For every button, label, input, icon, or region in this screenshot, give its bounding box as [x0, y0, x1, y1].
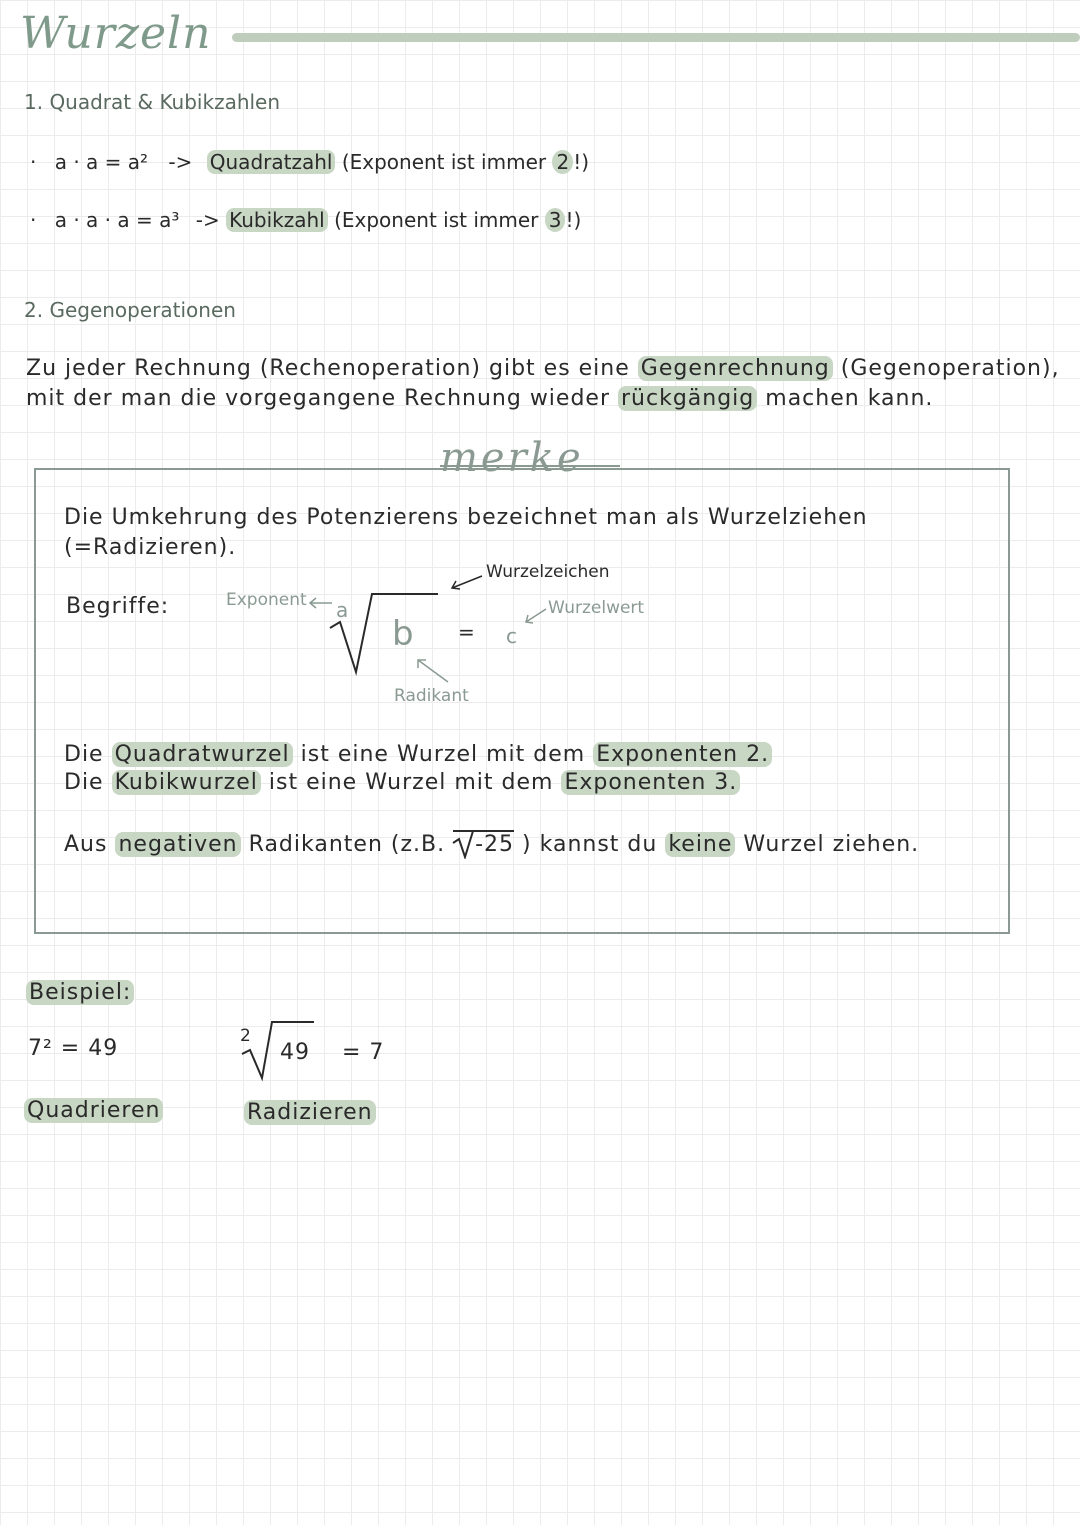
gegenrechnung-term: Gegenrechnung [638, 356, 833, 381]
title-underline [232, 33, 1080, 42]
text: machen kann. [765, 386, 934, 411]
text: ist eine Wurzel mit dem [300, 742, 586, 767]
kubikwurzel-term: Kubikwurzel [112, 770, 261, 795]
kubikzahl-term: Kubikzahl [226, 208, 328, 232]
root-result: = 7 [342, 1040, 385, 1065]
negativen-term: negativen [115, 832, 240, 857]
note-post: !) [573, 150, 590, 174]
text: Radikanten (z.B. [248, 832, 446, 857]
rueckgaengig-term: rückgängig [618, 386, 757, 411]
beispiel-term: Beispiel: [26, 980, 134, 1005]
root-value-c: c [506, 624, 517, 648]
wurzelzeichen-label: Wurzelzeichen [486, 562, 610, 582]
text: Die [64, 742, 104, 767]
arrow: -> [195, 208, 220, 232]
wurzelwert-label: Wurzelwert [548, 598, 645, 618]
definition-line1: Die Umkehrung des Potenzierens bezeichnet man als Wurzelziehen [64, 505, 868, 530]
kubikzahl-line [30, 208, 581, 232]
quadrieren-label [24, 1098, 163, 1123]
text: Wurzel ziehen. [743, 832, 920, 857]
formula: a · a · a = a³ [54, 208, 180, 232]
begriffe-label: Begriffe: [66, 594, 170, 619]
negative-radikant-line [64, 830, 919, 858]
quadratwurzel-line [64, 742, 772, 767]
quadrieren-term: Quadrieren [24, 1098, 163, 1123]
kubikwurzel-line [64, 770, 740, 795]
exponent-2-term: Exponenten 2. [593, 742, 772, 767]
quadratwurzel-term: Quadratwurzel [112, 742, 293, 767]
section2-paragraph-line1 [26, 356, 1060, 381]
text: Zu jeder Rechnung (Rechenoperation) gibt es eine [26, 356, 630, 381]
radicand-b: b [392, 614, 414, 654]
note-pre: (Exponent ist immer [334, 208, 539, 232]
text: Aus [64, 832, 108, 857]
text: ) kannst du [522, 832, 658, 857]
index-a: a [336, 598, 349, 622]
definition-line2: (=Radizieren). [64, 535, 237, 560]
exponent-3-term: Exponenten 3. [561, 770, 740, 795]
root-index: 2 [240, 1026, 251, 1046]
radizieren-label [244, 1100, 376, 1125]
merke-label: merke [440, 435, 584, 481]
exponent-label: Exponent [226, 590, 307, 610]
arrow-icon [412, 656, 452, 686]
text: Die [64, 770, 104, 795]
negative-radicand: -25 [475, 832, 515, 857]
radikant-label: Radikant [394, 686, 469, 706]
root-radicand: 49 [280, 1040, 310, 1065]
square-equation: 7² = 49 [28, 1036, 119, 1061]
arrow-icon [522, 606, 548, 626]
keine-term: keine [665, 832, 735, 857]
bullet: · [30, 150, 37, 174]
note-post: !) [565, 208, 582, 232]
text: (Gegenoperation), [840, 356, 1060, 381]
arrow: -> [168, 150, 193, 174]
page-title: Wurzeln [20, 8, 212, 59]
section2-paragraph-line2 [26, 386, 933, 411]
text: mit der man die vorgegangene Rechnung wieder [26, 386, 610, 411]
exponent-value: 2 [552, 150, 573, 174]
arrow-icon [448, 572, 484, 592]
note-pre: (Exponent ist immer [341, 150, 547, 174]
section2-heading: 2. Gegenoperationen [24, 298, 236, 322]
text: ist eine Wurzel mit dem [268, 770, 554, 795]
beispiel-label [26, 980, 134, 1005]
radizieren-term: Radizieren [244, 1100, 376, 1125]
exponent-value: 3 [545, 208, 566, 232]
formula: a · a = a² [54, 150, 149, 174]
quadratzahl-term: Quadratzahl [207, 150, 336, 174]
bullet: · [30, 208, 37, 232]
section1-heading: 1. Quadrat & Kubikzahlen [24, 90, 281, 114]
root-sign-icon [451, 829, 475, 859]
equals-sign: = [458, 620, 475, 644]
inline-root [453, 830, 514, 858]
quadratzahl-line [30, 150, 589, 174]
